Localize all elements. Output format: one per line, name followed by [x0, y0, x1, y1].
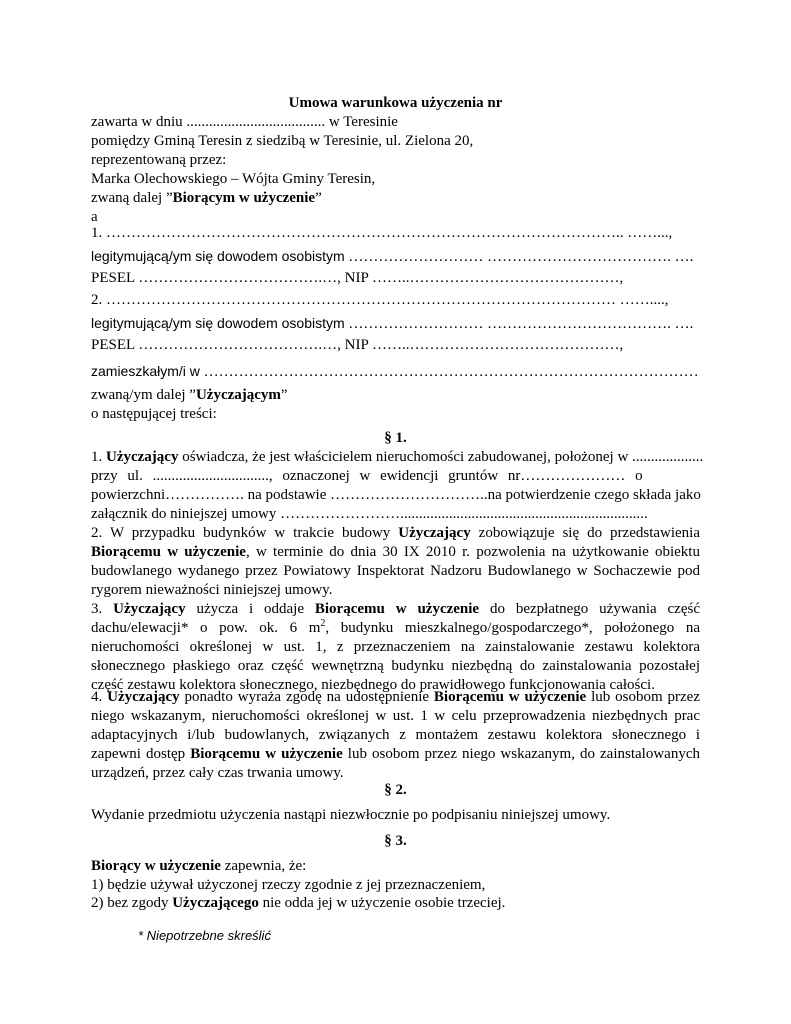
party-1-pesel-line: PESEL ……………………………….…, NIP ……..……………………………………,	[91, 270, 624, 286]
header-line-represented: reprezentowaną przez:	[91, 152, 227, 168]
section-1-heading: § 1.	[384, 430, 407, 446]
s1-p1-line-2: przy ul. ..............................., oznaczonej w ewidencji gruntów nr………………… o	[91, 468, 643, 484]
s1-p1-line-3: powierzchni……………. na podstawie …………………………..na potwierdzenie czego składa jako	[91, 487, 701, 503]
following-content: o następującej treści:	[91, 406, 217, 422]
residence-line: zamieszkałym/i w ………………………………………………………………………………………	[91, 363, 699, 380]
header-line-between: pomiędzy Gminą Teresin z siedzibą w Teresinie, ul. Zielona 20,	[91, 133, 474, 149]
s1-p1-line-4: załącznik do niniejszej umowy ……………………..................................................................	[91, 506, 648, 522]
borrower-definition: zwaną dalej ”Biorącym w użyczenie”	[91, 190, 322, 206]
s1-paragraph-3: 3. Użyczający użycza i oddaje Biorącemu w użyczenie do bezpłatnego używania część dachu/elewacji* o pow. ok. 6 $m^2$, budynku mieszkalnego/gospodarczego*, położonego na nieruchomości określonej w ust. 1, z przeznaczeniem na zainstalowanie zestawu kolektora słonecznego płaskiego oraz część wewnętrzną budynku niezbędną do zainstalowania pozostałej część zestawu kolektora słonecznego, niezbędnego do prawidłowego funkcjonowania całości.	[91, 601, 700, 693]
section-3-heading: § 3.	[384, 833, 407, 849]
contract-header	[91, 113, 711, 227]
header-line-mayor: Marka Olechowskiego – Wójta Gminy Teresin,	[91, 171, 376, 187]
s1-paragraph-2: 2. W przypadku budynków w trakcie budowy Użyczający zobowiązuje się do przedstawienia Biorącemu w użyczenie, w terminie do dnia 30 IX 2010 r. pozwolenia na użytkowanie obiektu budowlanego wydanego przez Powiatowy Inspektorat Nadzoru Budowlanego w Sochaczewie pod rygorem nieważności niniejszej umowy.	[91, 525, 700, 598]
section-2-text: Wydanie przedmiotu użyczenia nastąpi niezwłocznie po podpisaniu niniejszej umowy.	[91, 807, 611, 823]
document-title: Umowa warunkowa użyczenia nr	[288, 95, 503, 111]
party-2-id-line: legitymującą/ym się dowodem osobistym ……………………… ………………………………. ….	[91, 315, 694, 332]
party-1-name-line: 1. ………………………………………………………………………………………….. ……...,	[91, 225, 673, 241]
and-word: a	[91, 209, 98, 225]
party-2	[91, 291, 711, 355]
header-line-date: zawarta w dniu ..................................... w Teresinie	[91, 114, 398, 130]
section-3-item-2: 2) bez zgody Użyczającego nie odda jej w użyczenie osobie trzeciej.	[91, 895, 506, 911]
s1-p1-line-1: 1. Użyczający oświadcza, że jest właścicielem nieruchomości zabudowanej, położonej w ...................	[91, 449, 704, 465]
party-2-pesel-line: PESEL ……………………………….…, NIP ……..……………………………………,	[91, 337, 624, 353]
party-1	[91, 224, 711, 288]
section-3-item-1: 1) będzie używał użyczonej rzeczy zgodnie z jej przeznaczeniem,	[91, 877, 486, 893]
party-1-id-line: legitymującą/ym się dowodem osobistym ……………………… ………………………………. ….	[91, 248, 694, 265]
footnote: * Niepotrzebne skreślić	[138, 928, 271, 943]
party-2-name-line: 2. ………………………………………………………………………………………… ……....,	[91, 292, 669, 308]
section-2-heading: § 2.	[384, 782, 407, 798]
section-3-intro: Biorący w użyczenie zapewnia, że:	[91, 858, 307, 874]
lender-definition: zwaną/ym dalej ”Użyczającym”	[91, 387, 288, 403]
s1-paragraph-4: 4. Użyczający ponadto wyraża zgodę na udostępnienie Biorącemu w użyczenie lub osobom przez niego wskazanym, nieruchomości określonej w ust. 1 w celu przeprowadzenia niezbędnych prac adaptacyjnych i/lub budowlanych, związanych z montażem zestawu kolektora słonecznego i zapewni dostęp Biorącemu w użyczenie lub osobom przez niego wskazanym, do zainstalowanych urządzeń, przez cały czas trwania umowy.	[91, 689, 701, 781]
